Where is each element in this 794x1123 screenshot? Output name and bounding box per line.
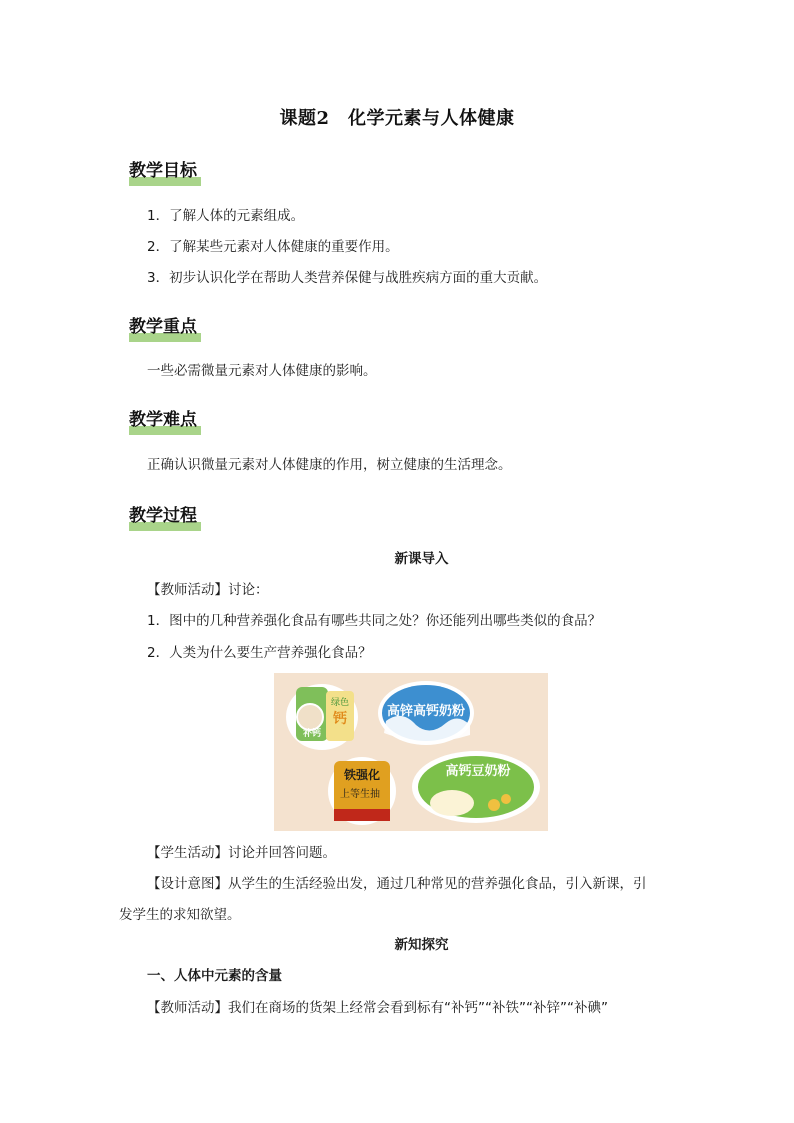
objective-item: 3．初步认识化学在帮助人类营养保健与战胜疾病方面的重大贡献。 xyxy=(147,270,548,286)
label-iron-line2: 上等生抽 xyxy=(340,789,380,800)
soy-milk-bowl xyxy=(430,790,474,816)
student-activity: 【学生活动】讨论并回答问题。 xyxy=(147,845,336,861)
label-iron-line1: 铁强化 xyxy=(343,768,381,782)
section-heading-label: 教学目标 xyxy=(129,161,197,181)
section-heading-label: 教学难点 xyxy=(129,410,197,430)
design-intent-line1: 【设计意图】从学生的生活经验出发，通过几种常见的营养强化食品，引入新课，引 xyxy=(147,876,647,892)
section-heading-objectives xyxy=(129,160,201,186)
explore-title: 新知探究 xyxy=(394,937,449,953)
subheading: 一、人体中元素的含量 xyxy=(147,968,282,984)
fortified-foods-figure xyxy=(274,673,548,831)
label-calcium: 钙 xyxy=(333,711,347,727)
soy-bean xyxy=(488,799,500,811)
fortified-foods-illustration xyxy=(274,673,548,831)
teacher-activity: 【教师活动】讨论： xyxy=(147,582,269,598)
label-green: 绿色 xyxy=(330,698,350,708)
soy-bean xyxy=(501,794,511,804)
section-heading-key-points xyxy=(129,316,201,342)
discussion-question: 1．图中的几种营养强化食品有哪些共同之处？你还能列出哪些类似的食品？ xyxy=(147,613,602,629)
bottle-face xyxy=(297,704,323,730)
section-heading-label: 教学过程 xyxy=(129,506,197,526)
label-milk-powder: 高锌高钙奶粉 xyxy=(386,704,466,719)
intro-title: 新课导入 xyxy=(394,551,449,567)
section-heading-label: 教学重点 xyxy=(129,317,197,337)
discussion-question: 2．人类为什么要生产营养强化食品？ xyxy=(147,645,372,661)
page-title: 课题2 化学元素与人体健康 xyxy=(279,108,515,129)
label-jar: 补钙 xyxy=(302,729,322,739)
objective-item: 1．了解人体的元素组成。 xyxy=(147,208,305,224)
label-soy-milk: 高钙豆奶粉 xyxy=(445,764,511,779)
can-band xyxy=(334,809,390,821)
difficulties-text: 正确认识微量元素对人体健康的作用，树立健康的生活理念。 xyxy=(147,457,512,473)
key-points-text: 一些必需微量元素对人体健康的影响。 xyxy=(147,363,377,379)
section-heading-process xyxy=(129,505,201,531)
design-intent-line2: 发学生的求知欲望。 xyxy=(119,907,241,923)
teacher-activity-2: 【教师活动】我们在商场的货架上经常会看到标有“补钙”“补铁”“补锌”“补碘” xyxy=(147,1000,608,1016)
section-heading-difficulties xyxy=(129,409,201,435)
objective-item: 2．了解某些元素对人体健康的重要作用。 xyxy=(147,239,399,255)
